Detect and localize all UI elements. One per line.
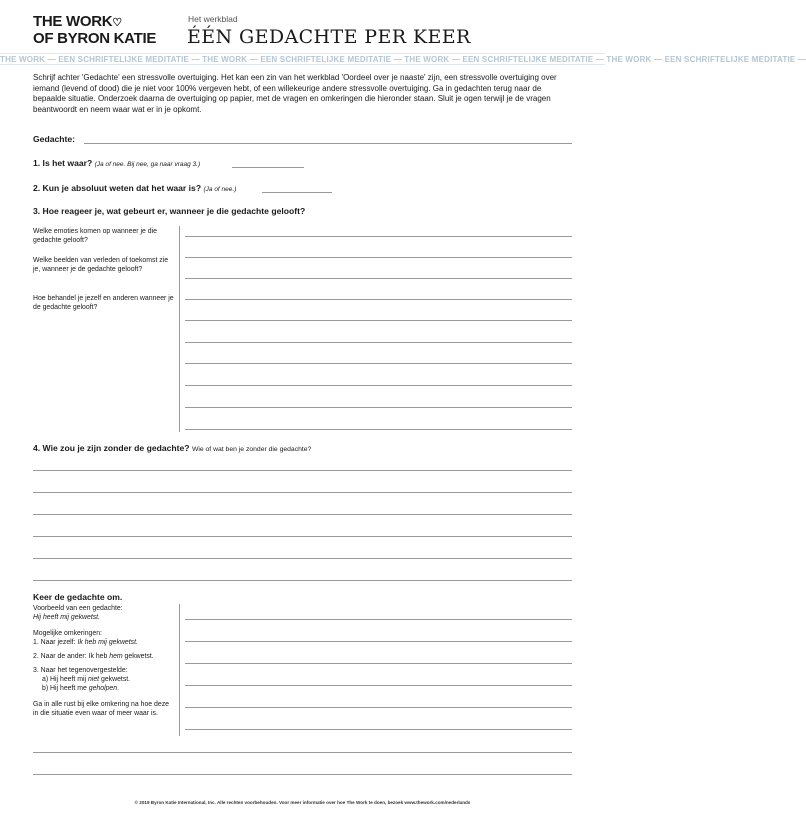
q4-answer-line[interactable] (33, 536, 572, 537)
q4-answer-line[interactable] (33, 470, 572, 471)
thought-input-line[interactable] (84, 143, 572, 144)
q3-answer-line[interactable] (185, 320, 572, 321)
q3-answer-line[interactable] (185, 407, 572, 408)
turnaround-answer-line[interactable] (33, 752, 572, 753)
thought-label: Gedachte: (33, 134, 76, 144)
q4-answer-line[interactable] (33, 580, 572, 581)
example-thought: Hij heeft mij gekwetst. (33, 614, 101, 621)
q3-answer-line[interactable] (185, 236, 572, 237)
turnaround-answer-line[interactable] (185, 641, 572, 642)
intro-text: Schrijf achter 'Gedachte' een stressvolle overtuiging. Het kan een zin van het werkblad 'Oordeel over je naaste' zijn, een stressvolle overtuiging over iemand (levend of dood) die je niet voor 100% vergeven hebt, of een willekeurige andere stressvolle overtuiging. Ga in gedachten terug naar de bepaalde situatie. Onderzoek daarna de overtuiging op papier, met de vragen en omkeringen die hieronder staan. Sluit je ogen terwijl je de vragen beantwoordt en neem waar wat er in je opkomt. (33, 73, 557, 114)
q4-answer-line[interactable] (33, 514, 572, 515)
question-3: 3. Hoe reageer je, wat gebeurt er, wanneer je die gedachte gelooft? (33, 206, 306, 216)
band-text: THE WORK — EEN SCHRIFTELIJKE MEDITATIE — THE WORK — EEN SCHRIFTELIJKE MEDITATIE — THE WORK — EEN SCHRIFTELIJKE MEDITATIE — THE WORK — EEN SCHRIFTELIJKE MEDITATIE — (0, 55, 806, 64)
turnaround-other: 2. Naar de ander: Ik heb hem gekwetst. (33, 653, 154, 660)
logo (33, 14, 156, 46)
logo-line-1: THE WORK (33, 13, 113, 30)
possible-turnarounds-label: Mogelijke omkeringen: (33, 630, 102, 637)
turnaround-opposite: 3. Naar het tegenovergestelde: (33, 667, 128, 674)
page-title: ÉÉN GEDACHTE PER KEER (187, 26, 471, 48)
turnaround-answer-line[interactable] (185, 707, 572, 708)
q3-answer-line[interactable] (185, 299, 572, 300)
turnaround-opposite-b: b) Hij heeft me geholpen. (42, 685, 120, 692)
turnaround-answer-line[interactable] (185, 663, 572, 664)
q3-answer-line[interactable] (185, 278, 572, 279)
q3-behavior-label: Hoe behandel je jezelf en anderen wanneer je de gedachte gelooft? (33, 295, 174, 311)
turnaround-answer-line[interactable] (185, 729, 572, 730)
turnaround-opposite-a: a) Hij heeft mij niet gekwetst. (42, 676, 131, 683)
turnaround-answer-line[interactable] (33, 774, 572, 775)
meditation-band (0, 53, 806, 65)
q3-divider (179, 226, 180, 432)
turnaround-title: Keer de gedachte om. (33, 592, 123, 602)
q3-answer-line[interactable] (185, 429, 572, 430)
turnaround-answer-line[interactable] (185, 685, 572, 686)
q3-answer-line[interactable] (185, 385, 572, 386)
turnaround-answer-line[interactable] (185, 619, 572, 620)
question-4: 4. Wie zou je zijn zonder de gedachte? Wie of wat ben je zonder die gedachte? (33, 443, 312, 453)
q2-answer-line[interactable] (262, 192, 332, 193)
page-header (0, 0, 605, 50)
turnaround-self: 1. Naar jezelf: Ik heb mij gekwetst. (33, 639, 138, 646)
logo-line-2: OF BYRON KATIE (33, 30, 157, 47)
copyright-footer: © 2019 Byron Katie International, Inc. Alle rechten voorbehouden. Voor meer informatie over hoe The Work te doen, bezoek www.thework.com/nederlands (134, 800, 471, 805)
q4-answer-line[interactable] (33, 492, 572, 493)
q3-emotions-label: Welke emoties komen op wanneer je die gedachte gelooft? (33, 228, 157, 244)
q3-answer-line[interactable] (185, 257, 572, 258)
worksheet-subtitle: Het werkblad (188, 14, 238, 24)
q3-answer-line[interactable] (185, 342, 572, 343)
example-label: Voorbeeld van een gedachte: (33, 605, 123, 612)
q3-images-label: Welke beelden van verleden of toekomst zie je, wanneer je de gedachte gelooft? (33, 257, 169, 273)
turnaround-closing: Ga in alle rust bij elke omkering na hoe deze in die situatie even waar of meer waar is. (33, 701, 169, 717)
turnaround-divider (179, 604, 180, 736)
q1-answer-line[interactable] (232, 167, 304, 168)
question-2: 2. Kun je absoluut weten dat het waar is? (Ja of nee.) (33, 183, 237, 193)
heart-icon: ♡ (112, 17, 122, 29)
q4-answer-line[interactable] (33, 558, 572, 559)
question-1: 1. Is het waar? (Ja of nee. Bij nee, ga naar vraag 3.) (33, 158, 201, 168)
q3-answer-line[interactable] (185, 363, 572, 364)
